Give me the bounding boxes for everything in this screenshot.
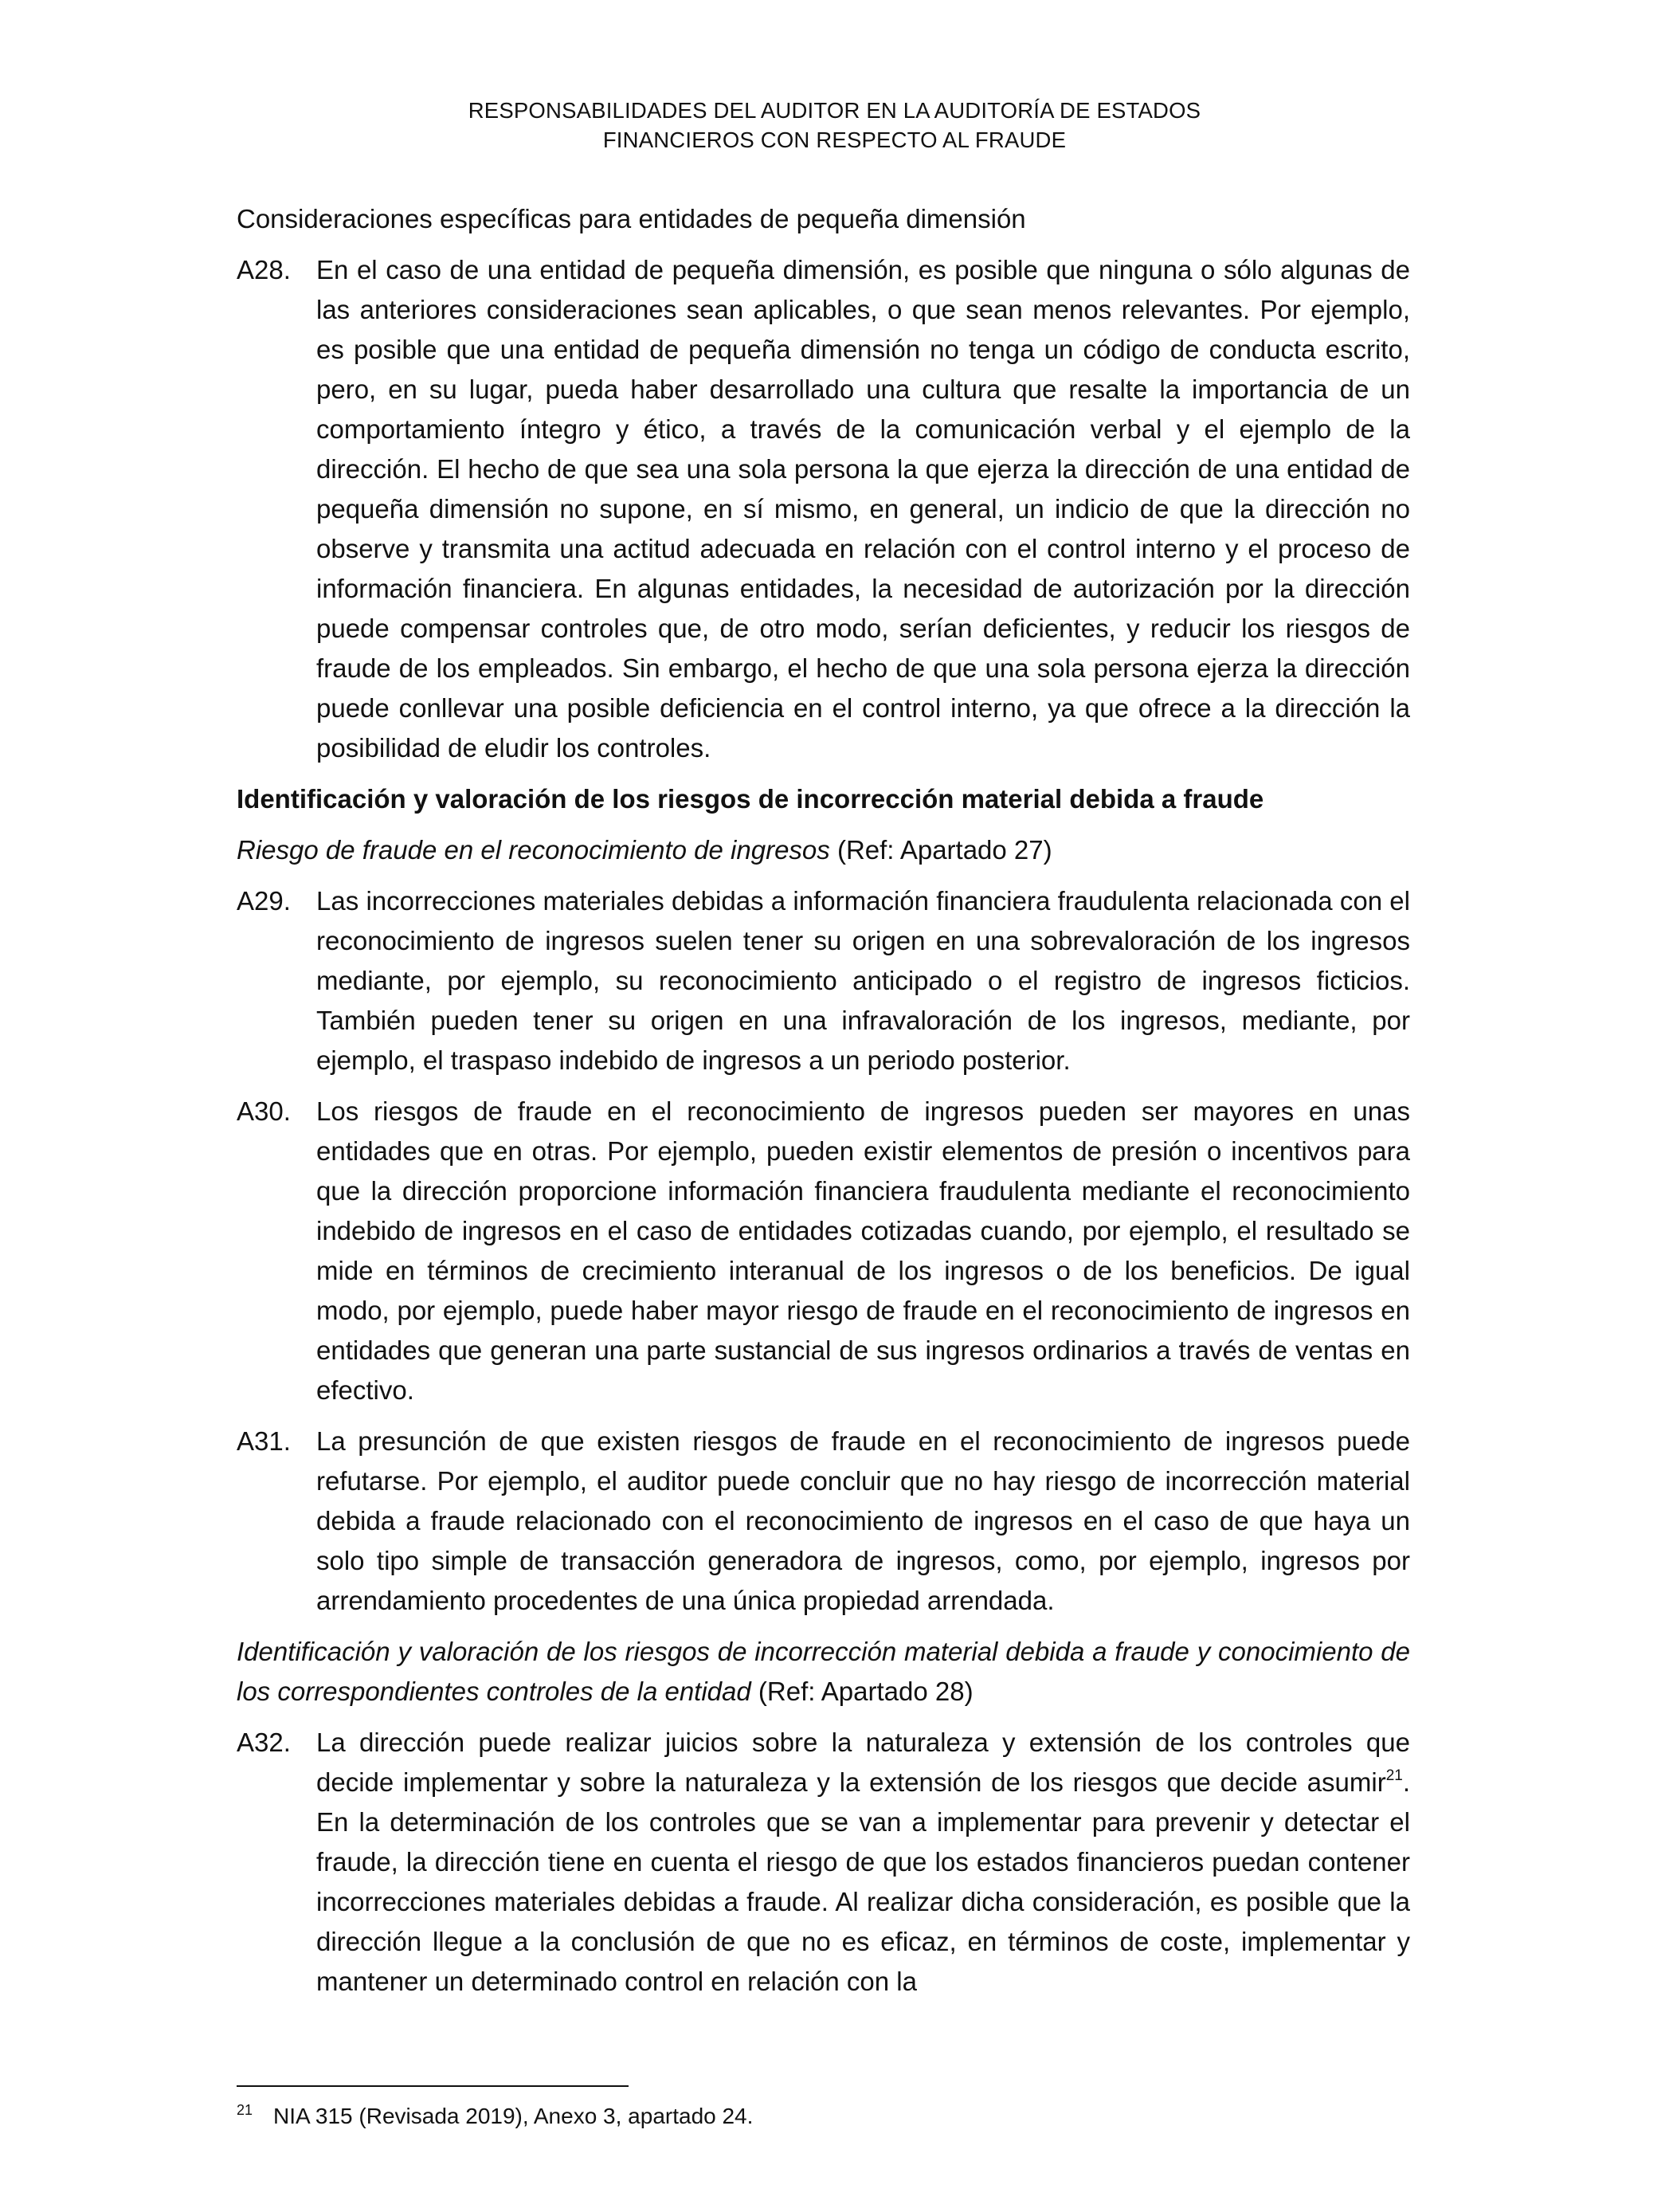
- paragraph-number: A28.: [237, 255, 291, 284]
- header-line-1: RESPONSABILIDADES DEL AUDITOR EN LA AUDITORÍA DE ESTADOS: [468, 98, 1201, 123]
- subheading-reference: (Ref: Apartado 28): [758, 1677, 974, 1706]
- paragraph-a28: [237, 250, 1410, 768]
- paragraph-text: Las incorrecciones materiales debidas a información financiera fraudulenta relacionada con el reconocimiento de ingresos suelen tener su origen en una sobrevaloración de los ingresos mediante, por ejemplo, su reconocimiento anticipado o el registro de ingresos ficticios. También pueden tener su origen en una infravaloración de los ingresos, mediante, por ejemplo, el traspaso indebido de ingresos a un periodo posterior.: [316, 886, 1410, 1075]
- subheading-reference: (Ref: Apartado 27): [836, 835, 1052, 865]
- paragraph-number: A32.: [237, 1728, 291, 1757]
- paragraph-text: [316, 1723, 1410, 2002]
- paragraph-a29: [237, 881, 1410, 1081]
- running-header: [0, 96, 1669, 155]
- paragraph-a31: [237, 1422, 1410, 1621]
- footnote: [237, 2100, 753, 2132]
- footnote-text: NIA 315 (Revisada 2019), Anexo 3, apartado 24.: [273, 2104, 754, 2128]
- paragraph-text: En el caso de una entidad de pequeña dimensión, es posible que ninguna o sólo algunas de las anteriores consideraciones sean aplicables, o que sean menos relevantes. Por ejemplo, es posible que una entidad de pequeña dimensión no tenga un código de conducta escrito, pero, en su lugar, pueda haber desarrollado una cultura que resalte la importancia de un comportamiento íntegro y ético, a través de la comunicación verbal y el ejemplo de la dirección. El hecho de que sea una sola persona la que ejerza la dirección de una entidad de pequeña dimensión no supone, en sí mismo, en general, un indicio de que la dirección no observe y transmita una actitud adecuada en relación con el control interno y el proceso de información financiera. En algunas entidades, la necesidad de autorización por la dirección puede compensar controles que, de otro modo, serían deficientes, y reducir los riesgos de fraude de los empleados. Sin embargo, el hecho de que una sola persona ejerza la dirección puede conllevar una posible deficiencia en el control interno, ya que ofrece a la dirección la posibilidad de eludir los controles.: [316, 255, 1410, 763]
- paragraph-a32: [237, 1723, 1410, 2002]
- body-content: [237, 199, 1410, 2013]
- paragraph-text: Los riesgos de fraude en el reconocimiento de ingresos pueden ser mayores en unas entidades que en otras. Por ejemplo, pueden existir elementos de presión o incentivos para que la dirección proporcione información financiera fraudulenta mediante el reconocimiento indebido de ingresos en el caso de entidades cotizadas cuando, por ejemplo, el resultado se mide en términos de crecimiento interanual de los ingresos o de los beneficios. De igual modo, por ejemplo, puede haber mayor riesgo de fraude en el reconocimiento de ingresos en entidades que generan una parte sustancial de sus ingresos ordinarios a través de ventas en efectivo.: [316, 1096, 1410, 1405]
- paragraph-text-part-1: La dirección puede realizar juicios sobre la naturaleza y extensión de los controles que decide implementar y sobre la naturaleza y la extensión de los riesgos que decide asumir: [316, 1728, 1410, 1797]
- section-heading-identification: Identificación y valoración de los riesgos de incorrección material debida a fraude: [237, 784, 1264, 814]
- paragraph-number: A29.: [237, 886, 291, 916]
- paragraph-number: A30.: [237, 1096, 291, 1126]
- footnote-reference[interactable]: 21: [1385, 1767, 1403, 1784]
- paragraph-text: La presunción de que existen riesgos de fraude en el reconocimiento de ingresos puede refutarse. Por ejemplo, el auditor puede concluir que no hay riesgo de incorrección material debida a fraude relacionado con el reconocimiento de ingresos en el caso de que haya un solo tipo simple de transacción generadora de ingresos, como, por ejemplo, ingresos por arrendamiento procedentes de una única propiedad arrendada.: [316, 1426, 1410, 1615]
- footnote-mark: 21: [237, 2102, 253, 2118]
- small-entities-subheading: Consideraciones específicas para entidades de pequeña dimensión: [237, 204, 1026, 233]
- header-line-2: FINANCIEROS CON RESPECTO AL FRAUDE: [602, 127, 1067, 152]
- subheading-revenue-fraud: [237, 830, 1410, 870]
- paragraph-number: A31.: [237, 1426, 291, 1456]
- subheading-italic-text: Identificación y valoración de los riesgos de incorrección material debida a fraude y conocimiento de los correspondientes controles de la entidad: [237, 1637, 1410, 1706]
- footnote-separator: [237, 2085, 629, 2087]
- paragraph-a30: [237, 1092, 1410, 1410]
- paragraph-text-part-2: . En la determinación de los controles que se van a implementar para prevenir y detectar el fraude, la dirección tiene en cuenta el riesgo de que los estados financieros puedan contener incorrecciones materiales debidas a fraude. Al realizar dicha consideración, es posible que la dirección llegue a la conclusión de que no es eficaz, en términos de coste, implementar y mantener un determinado control en relación con la: [316, 1767, 1410, 1996]
- subheading-controls: [237, 1632, 1410, 1712]
- subheading-italic-text: Riesgo de fraude en el reconocimiento de ingresos: [237, 835, 830, 865]
